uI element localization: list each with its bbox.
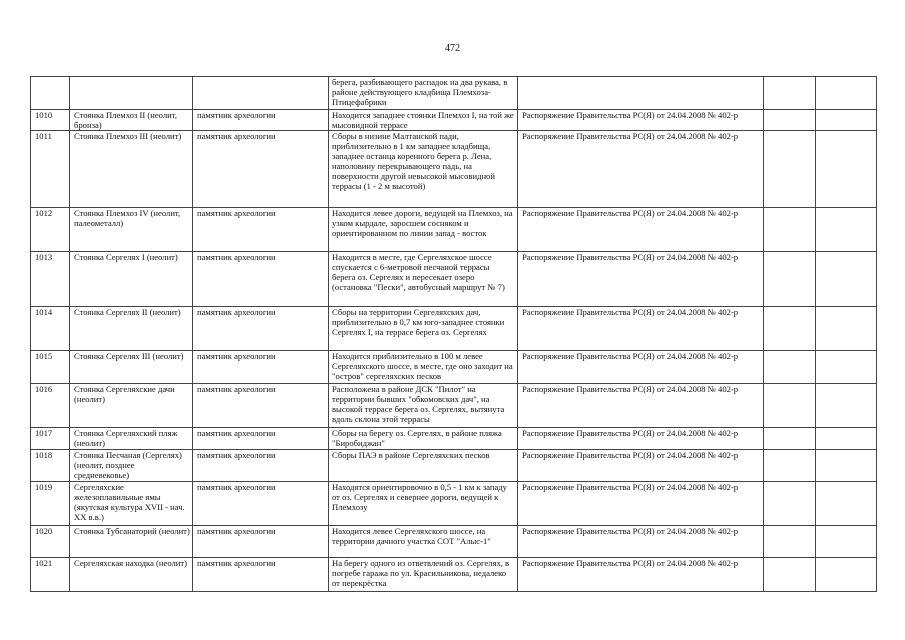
cell-document: Распоряжение Правительства РС(Я) от 24.04.2008 № 402-р: [518, 450, 764, 482]
cell-document: Распоряжение Правительства РС(Я) от 24.04.2008 № 402-р: [518, 526, 764, 558]
cell-empty: [764, 428, 816, 450]
cell-number: 1011: [31, 131, 70, 208]
cell-document: [518, 77, 764, 110]
table-row: [31, 428, 877, 450]
cell-empty: [764, 131, 816, 208]
cell-type: памятник археологии: [193, 131, 329, 208]
cell-location: берега, разбивающего распадок на два рукава, в районе действующего кладбища Племхоза-Птицефабрики: [329, 77, 518, 110]
cell-type: памятник археологии: [193, 428, 329, 450]
cell-type: памятник археологии: [193, 208, 329, 252]
cell-document: Распоряжение Правительства РС(Я) от 24.04.2008 № 402-р: [518, 110, 764, 131]
cell-empty: [816, 428, 877, 450]
cell-location: На берегу одного из ответвлений оз. Сергелях, в погребе гаража по ул. Красильникова, недалеко от перекрёстка: [329, 558, 518, 592]
cell-name: Стоянка Сергеляхские дачи (неолит): [70, 384, 193, 428]
cell-location: Сборы в низине Малтанской пади, приблизительно в 1 км западнее кладбища, западнее останца коренного берега р. Лена, наполовину перекрывающего падь, на поверхности другой невысокой мысовидной террасы (1 - 2 м высотой): [329, 131, 518, 208]
cell-empty: [764, 351, 816, 384]
cell-empty: [764, 77, 816, 110]
cell-empty: [764, 110, 816, 131]
cell-empty: [816, 351, 877, 384]
table-row: [31, 351, 877, 384]
cell-type: памятник археологии: [193, 307, 329, 351]
cell-location: Находится приблизительно в 100 м левее Сергеляхского шоссе, в месте, где оно заходит на "остров" сергеляхских песков: [329, 351, 518, 384]
cell-document: Распоряжение Правительства РС(Я) от 24.04.2008 № 402-р: [518, 208, 764, 252]
cell-type: памятник археологии: [193, 110, 329, 131]
cell-number: 1017: [31, 428, 70, 450]
page-number: 472: [445, 43, 460, 54]
cell-number: 1013: [31, 252, 70, 307]
table-row: [31, 526, 877, 558]
cell-type: памятник археологии: [193, 558, 329, 592]
cell-empty: [764, 384, 816, 428]
cell-name: Стоянка Сергелях II (неолит): [70, 307, 193, 351]
cell-document: Распоряжение Правительства РС(Я) от 24.04.2008 № 402-р: [518, 252, 764, 307]
cell-number: 1010: [31, 110, 70, 131]
table-row: [31, 482, 877, 526]
cell-name: Стоянка Песчаная (Сергелях) (неолит, позднее средневековье): [70, 450, 193, 482]
cell-empty: [816, 77, 877, 110]
monuments-table: [30, 76, 877, 592]
cell-empty: [764, 482, 816, 526]
cell-empty: [816, 450, 877, 482]
cell-number: 1012: [31, 208, 70, 252]
cell-type: памятник археологии: [193, 351, 329, 384]
cell-document: Распоряжение Правительства РС(Я) от 24.04.2008 № 402-р: [518, 131, 764, 208]
cell-empty: [764, 208, 816, 252]
cell-name: Сергеляхские железоплавильные ямы (якутская культура XVII - нач. XX в.в.): [70, 482, 193, 526]
cell-empty: [764, 252, 816, 307]
cell-type: памятник археологии: [193, 384, 329, 428]
cell-empty: [816, 482, 877, 526]
cell-number: 1020: [31, 526, 70, 558]
cell-number: 1018: [31, 450, 70, 482]
cell-document: Распоряжение Правительства РС(Я) от 24.04.2008 № 402-р: [518, 351, 764, 384]
cell-empty: [764, 307, 816, 351]
cell-type: памятник археологии: [193, 482, 329, 526]
cell-number: 1016: [31, 384, 70, 428]
cell-location: Расположена в районе ДСК "Пилот" на территории бывших "обкомовских дач", на высокой террасе берега оз. Сергелях, вытянута вдоль склона этой террасы: [329, 384, 518, 428]
cell-location: Находится левее дороги, ведущей на Племхоз, на узком кырдале, заросшем сосняком и ориентированном по линии запад - восток: [329, 208, 518, 252]
cell-empty: [764, 526, 816, 558]
cell-empty: [816, 558, 877, 592]
table-row: [31, 208, 877, 252]
cell-name: Стоянка Сергеляхский пляж (неолит): [70, 428, 193, 450]
cell-empty: [816, 110, 877, 131]
cell-number: 1021: [31, 558, 70, 592]
cell-type: [193, 77, 329, 110]
cell-location: Сборы ПАЭ в районе Сергеляхских песков: [329, 450, 518, 482]
cell-empty: [816, 131, 877, 208]
table-row: [31, 131, 877, 208]
table-row: [31, 110, 877, 131]
cell-name: Стоянка Сергелях III (неолит): [70, 351, 193, 384]
cell-document: Распоряжение Правительства РС(Я) от 24.04.2008 № 402-р: [518, 384, 764, 428]
cell-name: Стоянка Племхоз III (неолит): [70, 131, 193, 208]
table-row: [31, 558, 877, 592]
cell-empty: [816, 208, 877, 252]
cell-document: Распоряжение Правительства РС(Я) от 24.04.2008 № 402-р: [518, 307, 764, 351]
cell-location: Находятся ориентировочно в 0,5 - 1 км к западу от оз. Сергелях и севернее дороги, ведущей к Племхозу: [329, 482, 518, 526]
cell-location: Находится западнее стоянки Племхоз I, на той же мысовидной террасе: [329, 110, 518, 131]
cell-empty: [816, 252, 877, 307]
cell-location: Находится левее Сергеляхского шоссе, на территории дачного участка СОТ "Алыс-1": [329, 526, 518, 558]
cell-number: 1014: [31, 307, 70, 351]
cell-location: Сборы на берегу оз. Сергелях, в районе пляжа "Биробиджан": [329, 428, 518, 450]
cell-document: Распоряжение Правительства РС(Я) от 24.04.2008 № 402-р: [518, 482, 764, 526]
cell-location: Сборы на территории Сергеляхских дач, приблизительно в 0,7 км юго-западнее стоянки Сергелях I, на террасе берега оз. Сергелях: [329, 307, 518, 351]
table-row: [31, 252, 877, 307]
cell-name: [70, 77, 193, 110]
cell-number: [31, 77, 70, 110]
cell-name: Стоянка Тубсанаторий (неолит): [70, 526, 193, 558]
cell-name: Сергеляхская находка (неолит): [70, 558, 193, 592]
cell-type: памятник археологии: [193, 526, 329, 558]
cell-name: Стоянка Племхоз II (неолит, бронза): [70, 110, 193, 131]
cell-location: Находится в месте, где Сергеляхское шоссе спускается с 6-метровой песчаной террасы берега оз. Сергелях и пересекает озеро (остановка "Пески", автобусный маршрут № 7): [329, 252, 518, 307]
cell-type: памятник археологии: [193, 450, 329, 482]
table-row: [31, 384, 877, 428]
cell-name: Стоянка Племхоз IV (неолит, палеометалл): [70, 208, 193, 252]
cell-type: памятник археологии: [193, 252, 329, 307]
cell-empty: [816, 526, 877, 558]
cell-number: 1015: [31, 351, 70, 384]
table-row: [31, 307, 877, 351]
cell-empty: [764, 450, 816, 482]
cell-empty: [816, 307, 877, 351]
cell-empty: [816, 384, 877, 428]
cell-empty: [764, 558, 816, 592]
cell-name: Стоянка Сергелях I (неолит): [70, 252, 193, 307]
table-row-continuation: [31, 77, 877, 110]
cell-number: 1019: [31, 482, 70, 526]
cell-document: Распоряжение Правительства РС(Я) от 24.04.2008 № 402-р: [518, 558, 764, 592]
table-row: [31, 450, 877, 482]
cell-document: Распоряжение Правительства РС(Я) от 24.04.2008 № 402-р: [518, 428, 764, 450]
